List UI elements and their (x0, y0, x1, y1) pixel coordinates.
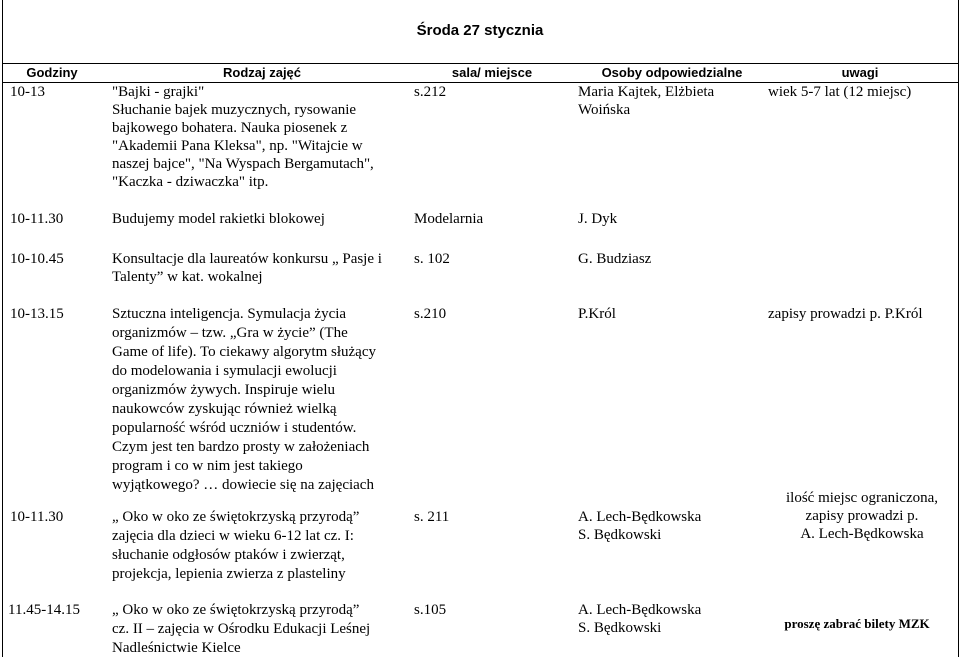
row-6-activity-line: cz. II – zajęcia w Ośrodku Edukacji Leśnej (112, 621, 371, 637)
row-4-activity-line: Sztuczna inteligencja. Symulacja życia (112, 306, 347, 322)
row-4-activity-line: do modelowania i symulacji ewolucji (112, 363, 337, 379)
row-4-activity-line: wyjątkowego? … dowiecie się na zajęciach (112, 477, 374, 493)
header-persons: Osoby odpowiedzialne (601, 65, 743, 80)
header-notes: uwagi (841, 65, 879, 80)
row-5-activity-line: projekcja, lepienia zwierza z plasteliny (112, 566, 346, 582)
row-4-activity-line: popularność wśród uczniów i studentów. (112, 420, 357, 436)
row-3-time: 10-10.45 (10, 251, 64, 267)
row-4-activity (112, 305, 394, 495)
row-1-person-line: Woińska (578, 102, 631, 118)
row-5-activity-line: zajęcia dla dzieci w wieku 6-12 lat cz. I: (112, 528, 354, 544)
row-4-notes: zapisy prowadzi p. P.Król (768, 306, 923, 322)
row-6-activity (112, 601, 394, 658)
row-6-notes: proszę zabrać bilety MZK (784, 616, 930, 631)
row-5-activity (112, 508, 394, 584)
row-3-activity-line: Konsultacje dla laureatów konkursu „ Pasje i (112, 251, 382, 267)
row-1-persons (578, 83, 753, 119)
row-4-activity-line: organizmów żywych. Inspiruje wielu (112, 382, 336, 398)
title-bar (2, 0, 958, 64)
row-5-note-line: A. Lech-Będkowska (800, 526, 924, 542)
row-6-time: 11.45-14.15 (8, 602, 80, 618)
row-6-person-line: A. Lech-Będkowska (578, 602, 702, 618)
row-3-activity (112, 250, 394, 286)
row-6-person-line: S. Będkowski (578, 620, 662, 636)
row-2-persons: J. Dyk (578, 211, 618, 227)
page-title: Środa 27 stycznia (416, 22, 544, 39)
row-2-activity: Budujemy model rakietki blokowej (112, 211, 325, 227)
row-1-time: 10-13 (10, 84, 45, 100)
row-3-room: s. 102 (414, 251, 450, 267)
row-6-activity-line: „ Oko w oko ze świętokrzyską przyrodą” (112, 602, 360, 618)
row-1-activity-line: bajkowego bohatera. Nauka piosenek z (112, 120, 348, 136)
row-5-time: 10-11.30 (10, 509, 64, 525)
row-6-persons (578, 601, 753, 637)
header-room: sala/ miejsce (451, 65, 533, 80)
row-4-room: s.210 (414, 306, 447, 322)
row-2-time: 10-11.30 (10, 211, 64, 227)
row-5-activity-line: „ Oko w oko ze świętokrzyską przyrodą” (112, 509, 360, 525)
row-1-activity-line: naszej bajce", "Na Wyspach Bergamutach", (112, 156, 374, 172)
row-1-person-line: Maria Kajtek, Elżbieta (578, 84, 715, 100)
row-5-notes (768, 489, 956, 543)
row-1-activity-line: Słuchanie bajek muzycznych, rysowanie (112, 102, 357, 118)
row-1-activity (112, 83, 394, 191)
row-1-notes: wiek 5-7 lat (12 miejsc) (768, 84, 912, 100)
row-5-note-line: zapisy prowadzi p. (805, 508, 919, 524)
row-4-persons: P.Król (578, 306, 616, 322)
row-1-activity-line: "Akademii Pana Kleksa", np. "Witajcie w (112, 138, 363, 154)
row-1-activity-line: "Kaczka - dziwaczka" itp. (112, 174, 269, 190)
row-2-room: Modelarnia (414, 211, 484, 227)
row-4-time: 10-13.15 (10, 306, 64, 322)
header-time: Godziny (26, 65, 78, 80)
row-5-room: s. 211 (414, 509, 450, 525)
table-header (2, 63, 958, 83)
row-3-persons: G. Budziasz (578, 251, 652, 267)
row-5-note-line: ilość miejsc ograniczona, (785, 490, 939, 506)
row-6-activity-line: Nadleśnictwie Kielce (112, 640, 241, 656)
row-4-activity-line: program i co w nim jest takiego (112, 458, 303, 474)
row-1-room: s.212 (414, 84, 447, 100)
row-6-room: s.105 (414, 602, 447, 618)
row-4-activity-line: naukowców zyskując również wielką (112, 401, 337, 417)
row-4-activity-line: Czym jest ten bardzo prosty w założeniach (112, 439, 370, 455)
row-5-activity-line: słuchanie odgłosów ptaków i zwierząt, (112, 547, 345, 563)
row-3-activity-line: Talenty” w kat. wokalnej (112, 269, 263, 285)
row-5-persons (578, 508, 753, 544)
header-activity: Rodzaj zajęć (222, 65, 302, 80)
row-5-person-line: S. Będkowski (578, 527, 662, 543)
row-4-activity-line: organizmów – tzw. „Gra w życie” (The (112, 325, 348, 341)
row-1-activity-line: "Bajki - grajki" (112, 84, 205, 100)
row-5-person-line: A. Lech-Będkowska (578, 509, 702, 525)
row-4-activity-line: Game of life). To ciekawy algorytm służący (112, 344, 376, 360)
